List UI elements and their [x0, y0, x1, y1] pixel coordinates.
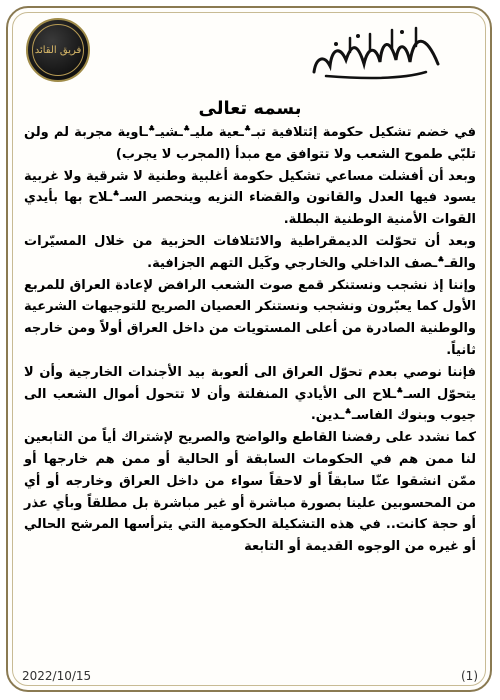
signature-calligraphy-icon — [306, 24, 446, 84]
team-seal-logo — [26, 18, 90, 82]
document-body — [24, 122, 476, 558]
paragraph-1: في خضم تشكيل حكومة إئتلافية تبـ؞ـعية مليـ؞ـشيـ؞ـاوية مجربة لم ولن تلبّي طموح الشعب ولا تتوافق مع مبدأ (المجرب لا يجرب) — [24, 125, 476, 162]
calligraphy-signature — [306, 24, 446, 84]
document-title: بسمه تعالى — [198, 98, 302, 119]
paragraph-2: وبعد أن أفشلت مساعي تشكيل حكومة أغلبية وطنية لا شرقية ولا غربية يسود فيها العدل والقانون والقضاء النزيه وينحصر السـ؞ـلاح بها بأيدي القوات الأمنية الوطنية البطلة. — [24, 168, 476, 228]
document-footer — [22, 666, 478, 686]
paragraph-5: فإننا نوصي بعدم تحوّل العراق الى ألعوبة بيد الأجندات الخارجية وأن لا يتحوّل السـ؞ـلاح الى الأيادي المنفلتة وأن لا تتحول أموال الشعب الى جيوب وبنوك الفاسـ؞ـدين. — [24, 364, 476, 424]
seal-text: فريق القائد — [34, 44, 82, 56]
paragraph-6: كما نشدد على رفضنا القاطع والواضح والصريح لإشتراك أياً من التابعين لنا ممن هم في الحكومات السابقة أو الحالية أو ممن هم خارجها أو ممّن انشقوا عنّا سابقاً أو لاحقاً سواء من داخل العراق وخارجه أو أي من المحسوبين علينا بصورة مباشرة أو غير مباشرة بل مطلقاً وبأي عذر أو حجة كانت.. في هذه التشكيلة الحكومية التي يترأسها المرشح الحالي أو غيره من الوجوه القديمة أو التابعة — [24, 430, 476, 555]
page-number: (1) — [461, 669, 478, 683]
document-date: 2022/10/15 — [22, 669, 92, 683]
paragraph-4: وإننا إذ نشجب ونستنكر قمع صوت الشعب الرافض لإعادة العراق للمربع الأول كما يعبّرون ونشجب ونستنكر العصيان الصريح للتوجيهات الشرعية والوطنية الصادرة من أعلى المستويات من داخل العراق أولاً ومن خارجه ثانياً. — [24, 277, 476, 358]
paragraph-3: وبعد أن تحوّلت الديمقراطية والائتلافات الحزبية من خلال المسيّرات والقـ؞ـصف الداخلي والخارجي وكَيل التهم الجزافية. — [24, 233, 476, 271]
